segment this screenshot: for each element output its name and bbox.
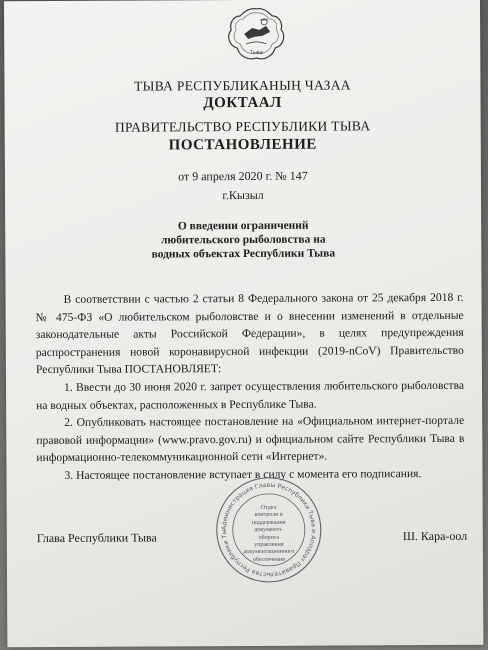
preamble-paragraph: В соответствии с частью 2 статьи 8 Федерального закона от 25 декабря 2018 г. № 475-ФЗ «О любительском рыболовстве и о внесении изменений в отдельные законодательные акты Российской Федерации», в целях предупреждения распространения новой коронавирусной инфекции (2019-nCoV) Правительство Республики Тыва ПОСТАНОВЛЯЕТ: [35,290,464,377]
signatory-name: Ш. Кара-оол [402,528,468,544]
republic-name-russian: ПРАВИТЕЛЬСТВО РЕСПУБЛИКИ ТЫВА [114,118,371,135]
official-stamp-icon [213,475,324,586]
stamp-line: оборота [258,534,280,541]
stamp-center-text [238,505,300,565]
item-1-paragraph: 1. Ввести до 30 июня 2020 г. запрет осуществления любительского рыболовства на водных объектах, расположенных в Республике Тыва. [36,378,465,412]
stamp-line: управления [254,541,284,548]
stamp-line: контроля и [254,512,283,519]
stamp-ring-text: Администрация Главы Республики Тыва и Аппарат Правительства Республики Тыва [220,481,317,578]
title-line-3: водных объектах Республики Тыва [151,247,336,261]
item-2-paragraph: 2. Опубликовать настоящее постановление на «Официальном интернет-портале правовой информации» (www.pravo.gov.ru) и официальном сайте Республики Тыва в информационно-телекоммуникационной сети «Интернет». [36,414,465,465]
item-3-paragraph: 3. Настоящее постановление вступает в силу с момента его подписания. [64,467,422,482]
stamp-line: поддержания документо- [251,519,286,534]
title-line-1: О введении ограничений [177,219,309,233]
stamp-line: Отдел [260,504,277,511]
signatory-position: Глава Республики Тыва [36,530,157,546]
document-sheet [4,0,483,647]
city: г.Кызыл [222,187,264,203]
body-text [36,289,464,379]
stamp-line: документационного [243,549,295,556]
republic-name-tuvan: ТЫВА РЕСПУБЛИКАНЫҢ ЧАЗАА [134,77,351,94]
date-number: от 9 апреля 2020 г. № 147 [178,168,308,184]
items-block [36,377,465,485]
doc-type-russian: ПОСТАНОВЛЕНИЕ [168,136,317,154]
tuva-coat-of-arms-icon [226,6,286,64]
doc-type-tuvan: ДОКТААЛ [203,94,282,112]
stamp-line: обеспечения [252,556,285,563]
title-line-2: любительского рыболовства на [160,233,326,247]
emblem-label: Тыва [249,49,263,56]
